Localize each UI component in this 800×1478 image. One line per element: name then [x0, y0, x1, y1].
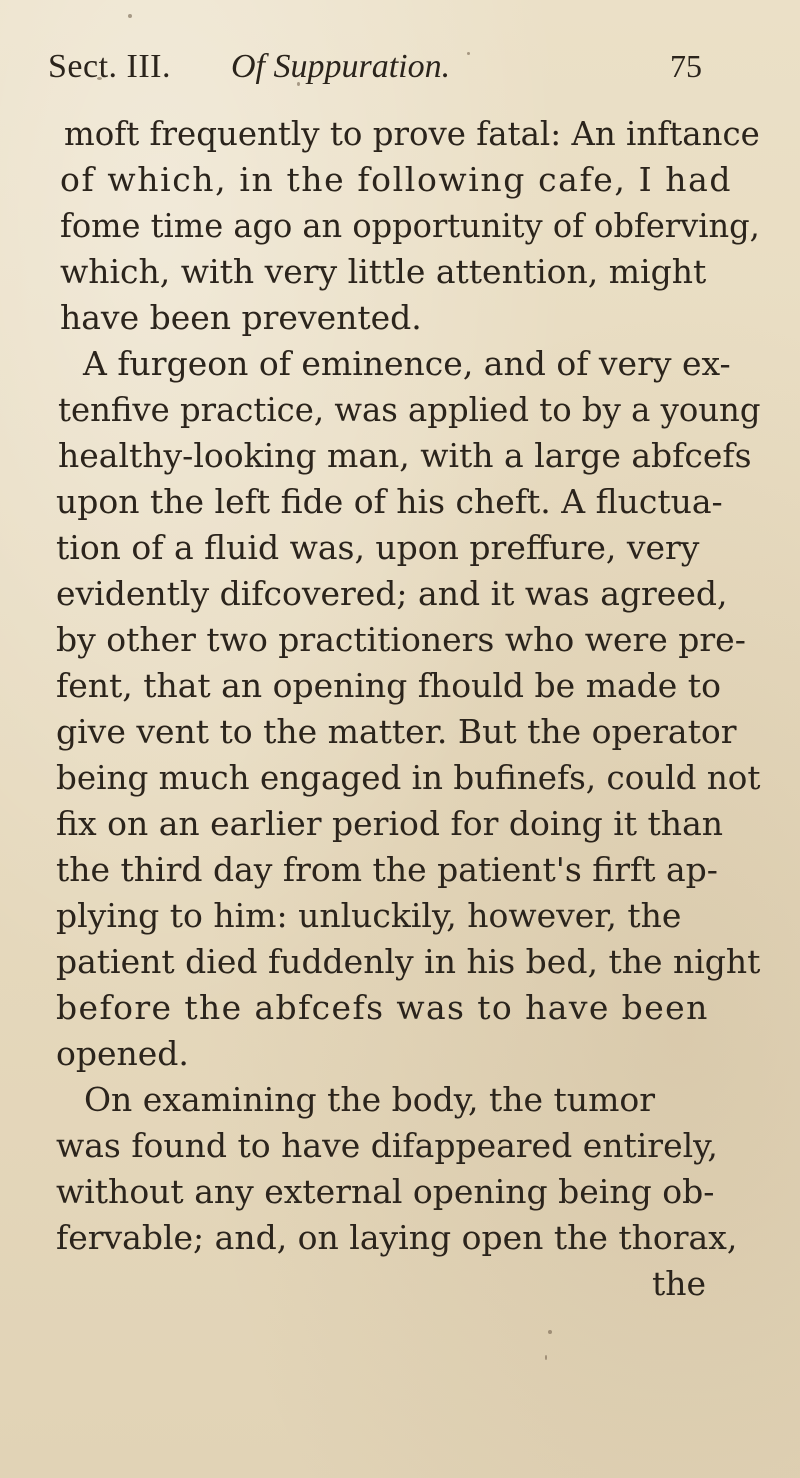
- text-line: before the abfcefs was to have been: [56, 988, 709, 1027]
- text-line: healthy-looking man, with a large abfcefs: [58, 436, 752, 475]
- text-line: which, with very little attention, might: [60, 252, 707, 291]
- text-line: without any external opening being ob-: [56, 1172, 715, 1211]
- text-line: tenfive practice, was applied to by a young: [58, 390, 761, 429]
- catchword: the: [652, 1264, 707, 1303]
- text-line: upon the left fide of his cheft. A fluctua-: [56, 482, 723, 521]
- text-line: the third day from the patient's firft ap-: [56, 850, 718, 889]
- text-line: fervable; and, on laying open the thorax,: [56, 1218, 738, 1257]
- page-number: 75: [670, 48, 702, 84]
- text-line: moft frequently to prove fatal: An inftance: [64, 114, 760, 153]
- text-line: give vent to the matter. But the operator: [56, 712, 737, 751]
- text-line: opened.: [56, 1034, 189, 1073]
- text-line: On examining the body, the tumor: [84, 1080, 656, 1119]
- paper-speck: [548, 1330, 552, 1334]
- text-line: patient died fuddenly in his bed, the night: [56, 942, 761, 981]
- paper-speck: [128, 14, 132, 18]
- text-line: was found to have difappeared entirely,: [56, 1126, 718, 1165]
- text-line: evidently difcovered; and it was agreed,: [56, 574, 728, 613]
- text-line: have been prevented.: [60, 298, 422, 337]
- running-header: [48, 48, 748, 98]
- text-line: plying to him: unluckily, however, the: [56, 896, 682, 935]
- text-line: being much engaged in bufinefs, could not: [56, 758, 761, 797]
- chapter-title: Of Suppuration.: [231, 48, 451, 85]
- text-line: by other two practitioners who were pre-: [56, 620, 746, 659]
- section-label: Sect. III.: [48, 48, 172, 85]
- text-line: fent, that an opening fhould be made to: [56, 666, 721, 705]
- text-line: fix on an earlier period for doing it than: [56, 804, 723, 843]
- text-line: of which, in the following cafe, I had: [60, 160, 733, 199]
- text-line: tion of a fluid was, upon preffure, very: [56, 528, 700, 567]
- paper-speck: [545, 1355, 547, 1360]
- text-line: A furgeon of eminence, and of very ex-: [83, 344, 731, 383]
- text-line: fome time ago an opportunity of obferving,: [60, 206, 760, 245]
